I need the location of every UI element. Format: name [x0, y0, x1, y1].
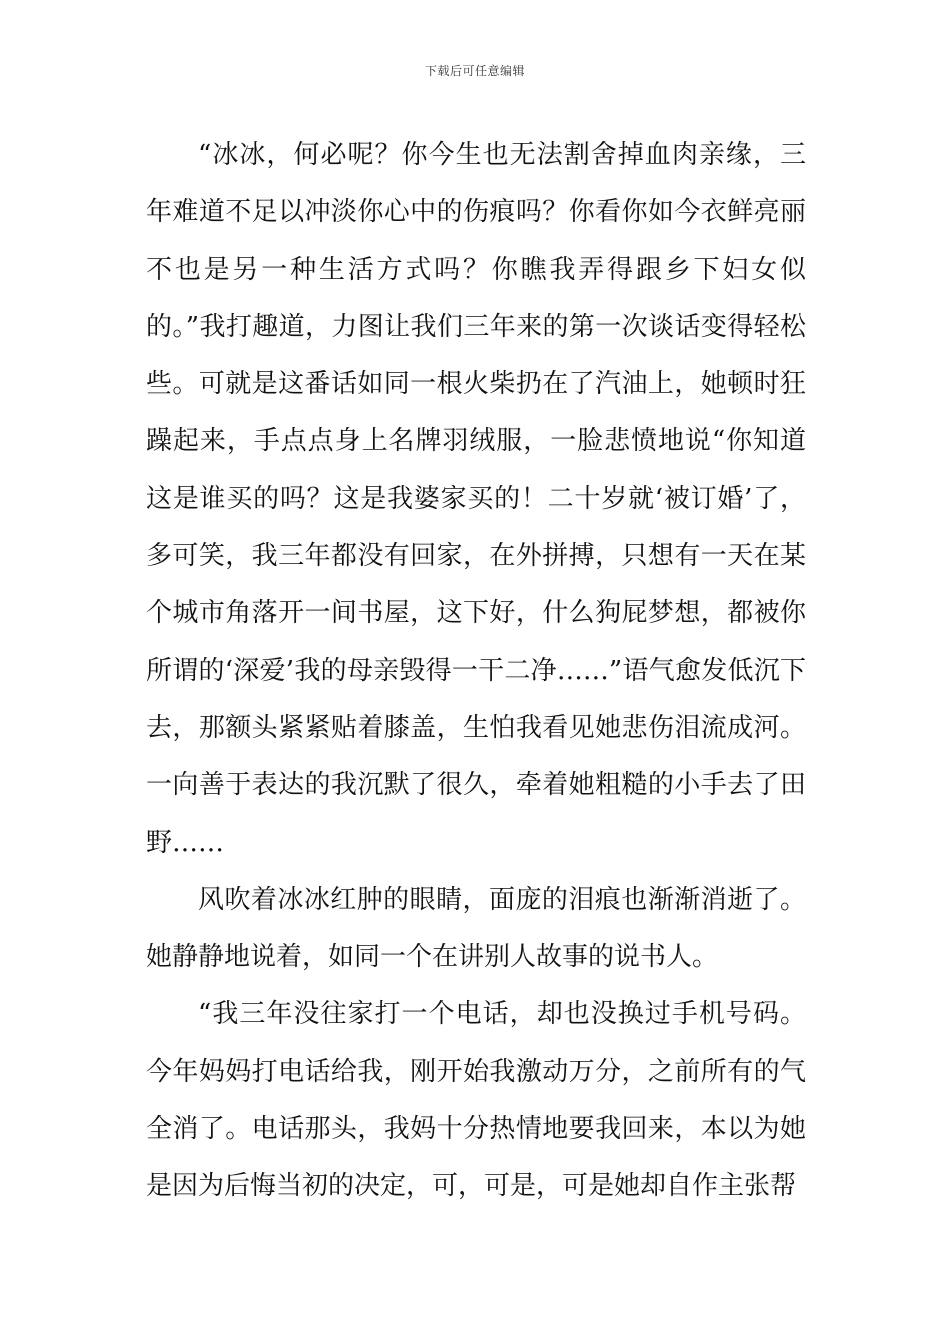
page-header: 下载后可任意编辑 [424, 64, 525, 78]
paragraph-3: “我三年没往家打一个电话，却也没换过手机号码。今年妈妈打电话给我，刚开始我激动万分，之前所有的气全消了。电话那头，我妈十分热情地要我回来，本以为她是因为后悔当初的决定，可，可是，可是她却自作主张帮 [146, 999, 806, 1202]
body-text [146, 127, 806, 1216]
paragraph-2: 风吹着冰冰红肿的眼睛，面庞的泪痕也渐渐消逝了。她静静地说着，如同一个在讲别人故事的说书人。 [146, 884, 806, 973]
paragraph-1: “冰冰，何必呢？你今生也无法割舍掉血肉亲缘，三年难道不足以冲淡你心中的伤痕吗？你看你如今衣鲜亮丽不也是另一种生活方式吗？你瞧我弄得跟乡下妇女似的。”我打趣道，力图让我们三年来的第一次谈话变得轻松些。可就是这番话如同一根火柴扔在了汽油上，她顿时狂躁起来，手点点身上名牌羽绒服，一脸悲愤地说“你知道这是谁买的吗？这是我婆家买的！二十岁就‘被订婚’了，多可笑，我三年都没有回家，在外拼搏，只想有一天在某个城市角落开一间书屋，这下好，什么狗屁梦想，都被你所谓的‘深爱’我的母亲毁得一干二净……”语气愈发低沉下去，那额头紧紧贴着膝盖，生怕我看见她悲伤泪流成河。一向善于表达的我沉默了很久，牵着她粗糙的小手去了田野…… [146, 140, 806, 858]
